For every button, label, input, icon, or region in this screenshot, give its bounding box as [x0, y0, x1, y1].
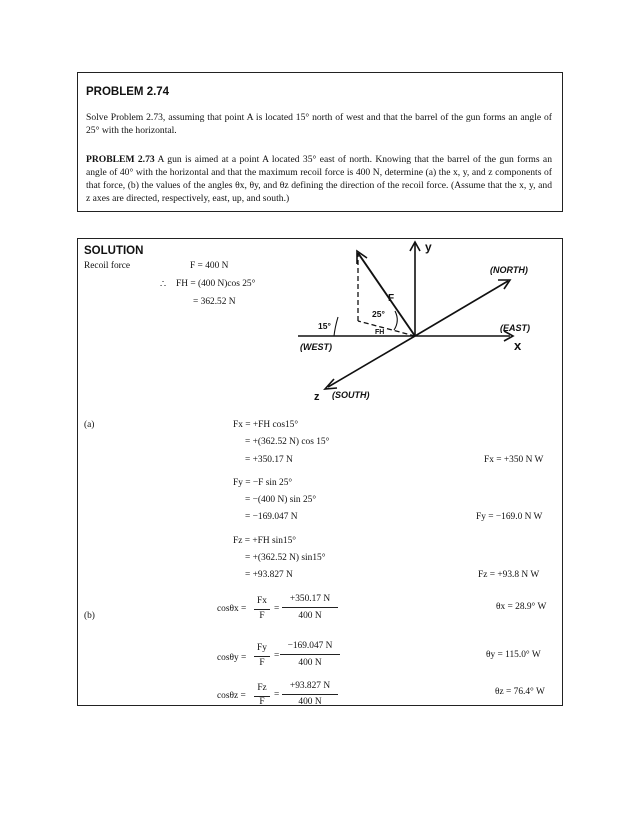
- z-axis-label: z: [314, 391, 320, 403]
- fx-eq-1: Fx = +FH cos15°: [233, 420, 299, 430]
- fz-value-numerator: +93.827 N: [289, 681, 331, 691]
- fy-answer: Fy = −169.0 N W: [476, 512, 543, 522]
- part-b-label: (b): [84, 611, 95, 621]
- fy-symbol-numerator: Fy: [257, 643, 267, 653]
- angle-arc-15: [334, 317, 338, 336]
- angle-15-label: 15°: [318, 321, 331, 331]
- west-label: (WEST): [300, 342, 332, 352]
- fx-eq-2: = +(362.52 N) cos 15°: [245, 437, 330, 447]
- equals-sign: =: [274, 604, 280, 614]
- fz-eq-3: = +93.827 N: [245, 570, 293, 580]
- fraction-bar: [254, 609, 270, 610]
- fraction-bar: [282, 694, 338, 695]
- fz-eq-1: Fz = +FH sin15°: [233, 536, 297, 546]
- fh-label: FH: [375, 329, 385, 336]
- reference-problem-label: PROBLEM 2.73: [86, 154, 155, 165]
- eq-fh-2: = 362.52 N: [193, 297, 236, 307]
- fraction-bar: [280, 654, 340, 655]
- fx-symbol-denominator: F: [259, 611, 265, 621]
- fz-value-denominator: 400 N: [298, 697, 322, 707]
- theta-y-answer: θy = 115.0° W: [486, 650, 541, 660]
- north-axis-arrowhead: [498, 280, 510, 289]
- fraction-bar: [254, 656, 270, 657]
- z-axis: [328, 336, 415, 387]
- fx-value-numerator: +350.17 N: [289, 594, 331, 604]
- fy-value-numerator: −169.047 N: [287, 641, 333, 651]
- fz-symbol-denominator: F: [259, 697, 265, 707]
- solution-box: [77, 238, 563, 706]
- north-label: (NORTH): [490, 265, 528, 275]
- angle-arc-25: [394, 311, 397, 330]
- fraction-bar: [282, 607, 338, 608]
- fz-answer: Fz = +93.8 N W: [478, 570, 540, 580]
- solution-heading: SOLUTION: [84, 245, 144, 257]
- equals-sign: =: [274, 690, 280, 700]
- cos-y-lhs: cosθy =: [217, 653, 247, 663]
- cos-x-lhs: cosθx =: [217, 604, 247, 614]
- fy-eq-2: = −(400 N) sin 25°: [245, 495, 317, 505]
- force-diagram: [278, 239, 562, 409]
- fx-eq-3: = +350.17 N: [245, 455, 293, 465]
- south-label: (SOUTH): [332, 390, 370, 400]
- theta-z-answer: θz = 76.4° W: [495, 687, 545, 697]
- force-label: F: [388, 293, 395, 304]
- fz-eq-2: = +(362.52 N) sin15°: [245, 553, 326, 563]
- reference-problem: [86, 153, 552, 205]
- fy-eq-3: = −169.047 N: [245, 512, 298, 522]
- fx-value-denominator: 400 N: [298, 611, 322, 621]
- theta-x-answer: θx = 28.9° W: [496, 602, 547, 612]
- problem-statement: Solve Problem 2.73, assuming that point A is located 15° north of west and that the barrel of the gun forms an angle of 25° with the horizontal.: [86, 112, 552, 137]
- fy-symbol-denominator: F: [259, 658, 265, 668]
- north-axis: [415, 281, 508, 336]
- reference-problem-text: A gun is aimed at a point A located 35° east of north. Knowing that the barrel of the gun forms an angle of 40° with the horizontal and that the maximum recoil force is 400 N, determine (a) the x, y, and z components of that force, (b) the values of the angles θx, θy, and θz defining the direction of the recoil force. (Assume that the x, y, and z axes are directed, respectively, east, up, and south.): [86, 154, 552, 205]
- therefore-symbol: ∴: [160, 280, 166, 290]
- fy-value-denominator: 400 N: [298, 658, 322, 668]
- fy-eq-1: Fy = −F sin 25°: [233, 478, 293, 488]
- z-axis-arrowhead: [325, 379, 337, 389]
- angle-25-label: 25°: [372, 309, 385, 319]
- east-label: (EAST): [500, 323, 530, 333]
- x-axis-label: x: [514, 338, 522, 353]
- problem-box: [77, 72, 563, 212]
- y-axis-label: y: [425, 240, 432, 254]
- fz-symbol-numerator: Fz: [257, 683, 267, 693]
- eq-fh-1: FH = (400 N)cos 25°: [176, 279, 256, 289]
- cos-z-lhs: cosθz =: [217, 691, 246, 701]
- part-a-label: (a): [84, 420, 95, 430]
- equals-sign: =: [274, 651, 280, 661]
- recoil-label: Recoil force: [84, 261, 131, 271]
- fx-symbol-numerator: Fx: [257, 596, 267, 606]
- problem-heading: PROBLEM 2.74: [86, 86, 170, 98]
- eq-force: F = 400 N: [190, 261, 229, 271]
- fx-answer: Fx = +350 N W: [484, 455, 544, 465]
